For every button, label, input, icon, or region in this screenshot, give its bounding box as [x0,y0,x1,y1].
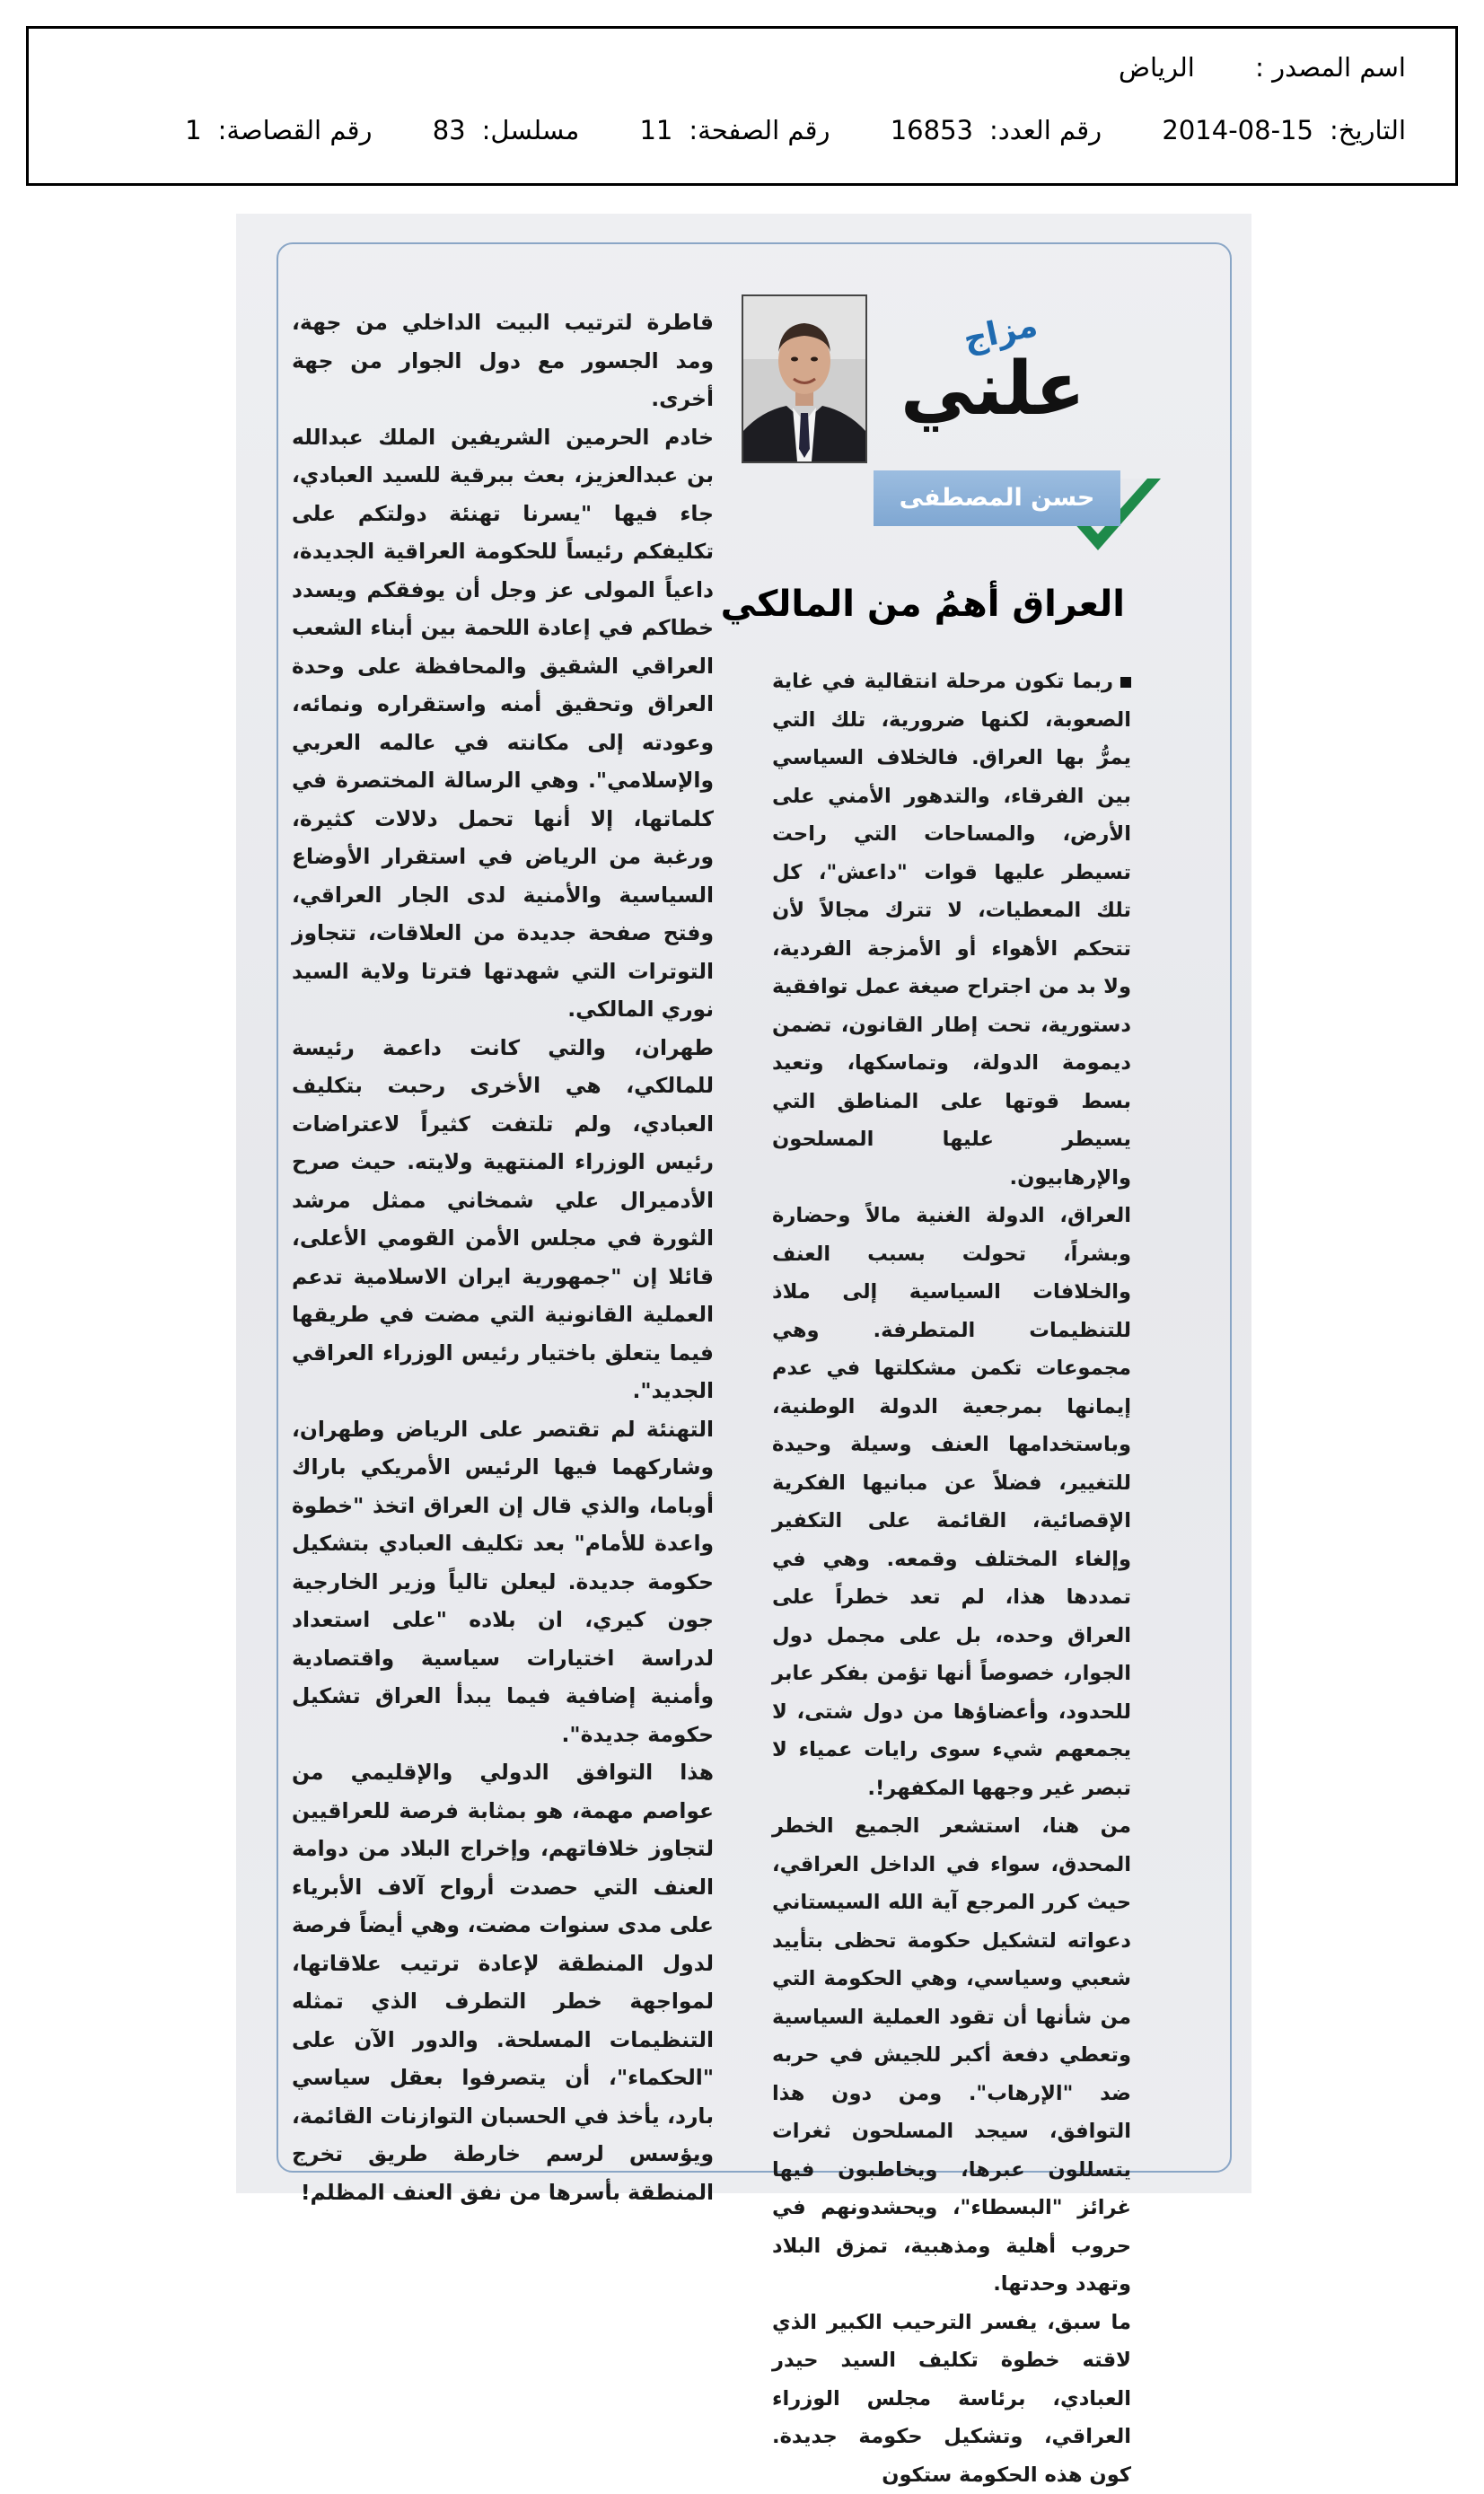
article-paragraph: ما سبق، يفسر الترحيب الكبير الذي لاقته خطوة تكليف السيد حيدر العبادي، برئاسة مجلس الوزراء العراقي، وتشكيل حكومة جديدة. كون هذه الحكومة ستكون [772,2304,1131,2494]
author-photo [742,294,867,463]
article-paragraph: التهنئة لم تقتصر على الرياض وطهران، وشاركهما فيها الرئيس الأمريكي باراك أوباما، والذي قال إن العراق اتخذ "خطوة واعدة للأمام" بعد تكليف العبادي بتشكيل حكومة جديدة. ليعلن تالياً وزير الخارجية جون كيري، ان بلاده "على استعداد لدراسة اختيارات سياسية واقتصادية وأمنية إضافية فيما يبدأ العراق تشكيل حكومة جديدة". [292,1410,714,1754]
page-value: 11 [639,115,672,145]
newspaper-clipping [236,214,1251,2193]
clip-value: 1 [185,115,201,145]
article-paragraph: هذا التوافق الدولي والإقليمي من عواصم مهمة، هو بمثابة فرصة للعراقيين لتجاوز خلافاتهم، وإخراج البلاد من دوامة العنف التي حصدت أرواح آلاف الأبرياء على مدى سنوات مضت، وهي أيضاً فرصة لدول المنطقة لإعادة ترتيب علاقاتها، لمواجهة خطر التطرف الذي تمثله التنظيمات المسلحة. والدور الآن على "الحكماء"، أن يتصرفوا بعقل سياسي بارد، يأخذ في الحسبان التوازنات القائمة، ويؤسس لرسم خارطة طريق تخرج المنطقة بأسرها من نفق العنف المظلم! [292,1753,714,2211]
article-paragraph: خادم الحرمين الشريفين الملك عبدالله بن عبدالعزيز، بعث ببرقية للسيد العبادي، جاء فيها "يسرنا تهنئة دولتكم على تكليفكم رئيساً للحكومة العراقية الجديدة، داعياً المولى عز وجل أن يوفقكم ويسدد خطاكم في إعادة اللحمة بين أبناء الشعب العراقي الشقيق والمحافظة على وحدة العراق وتحقيق أمنه واستقراره ونمائه، وعودته إلى مكانته في عالمه العربي والإسلامي". وهي الرسالة المختصرة في كلماتها، إلا أنها تحمل دلالات كثيرة، ورغبة من الرياض في استقرار الأوضاع السياسية والأمنية لدى الجار العراقي، وفتح صفحة جديدة من العلاقات، تتجاوز التوترات التي شهدتها فترتا ولاية السيد نوري المالكي. [292,418,714,1029]
date-label: التاريخ: [1330,115,1406,145]
column-brand [882,317,1098,452]
author-portrait-icon [743,296,865,461]
source-value: الرياض [1119,52,1195,83]
article-paragraph [772,663,1131,1197]
column-brand-main: علني [900,353,1085,426]
source-label: اسم المصدر : [1255,52,1406,83]
column-brand-sub: مزاج [961,310,1041,356]
bullet-square-icon [1120,677,1131,688]
article-paragraph: العراق، الدولة الغنية مالاً وحضارة وبشراً، تحولت بسبب العنف والخلافات السياسية إلى ملاذ للتنظيمات المتطرفة. وهي مجموعات تكمن مشكلتها في عدم إيمانها بمرجعية الدولة الوطنية، وباستخدامها العنف وسيلة وحيدة للتغيير، فضلاً عن مبانيها الفكرية الإقصائية، القائمة على التكفير وإلغاء المختلف وقمعه. وهي في تمددها هذا، لم تعد خطراً على العراق وحده، بل على مجمل دول الجوار، خصوصاً أنها تؤمن بفكر عابر للحدود، وأعضاؤها من دول شتى، لا يجمعهم شيء سوى رايات عمياء لا تبصر غير وجهها المكفهر!. [772,1197,1131,1807]
issue-label: رقم العدد: [989,115,1102,145]
article-paragraph: طهران، والتي كانت داعمة رئيسة للمالكي، هي الأخرى رحبت بتكليف العبادي، ولم تلتفت كثيراً لاعتراضات رئيس الوزراء المنتهية ولايته. حيث صرح الأدميرال علي شمخاني ممثل مرشد الثورة في مجلس الأمن القومي الأعلى، قائلا إن "جمهورية ايران الاسلامية تدعم العملية القانونية التي مضت في طريقها فيما يتعلق باختيار رئيس الوزراء العراقي الجديد". [292,1029,714,1410]
article-column-right [772,663,1131,2494]
details-row [185,115,1406,145]
article-headline: العراق أهمُ من المالكي [730,584,1125,625]
date-value: 2014-08-15 [1162,115,1313,145]
issue-value: 16853 [891,115,973,145]
article-paragraph: من هنا، استشعر الجميع الخطر المحدق، سواء في الداخل العراقي، حيث كرر المرجع آية الله السيستاني دعواته لتشكيل حكومة تحظى بتأييد شعبي وسياسي، وهي الحكومة التي من شأنها أن تقود العملية السياسية وتعطي دفعة أكبر للجيش في حربه ضد "الإرهاب". ومن دون هذا التوافق، سيجد المسلحون ثغرات يتسللون عبرها، ويخاطبون فيها غرائز "البسطاء"، ويحشدونهم في حروب أهلية ومذهبية، تمزق البلاد وتهدد وحدتها. [772,1807,1131,2304]
author-name-bar: حسن المصطفى [874,470,1120,526]
clip-label: رقم القصاصة: [218,115,373,145]
paragraph-text: ربما تكون مرحلة انتقالية في غاية الصعوبة، لكنها ضرورية، تلك التي يمرُّ بها العراق. فالخلاف السياسي بين الفرقاء، والتدهور الأمني على الأرض، والمساحات التي راحت تسيطر عليها قوات "داعش"، كل تلك المعطيات، لا تترك مجالاً لأن تتحكم الأهواء أو الأمزجة الفردية، ولا بد من اجتراح صيغة عمل توافقية دستورية، تحت إطار القانون، تضمن ديمومة الدولة، وتماسكها، وتعيد بسط قوتها على المناطق التي يسيطر عليها المسلحون والإرهابيون. [772,670,1131,1190]
source-metadata-box [26,26,1458,186]
source-row [1119,52,1406,83]
page-label: رقم الصفحة: [689,115,830,145]
article-paragraph: قاطرة لترتيب البيت الداخلي من جهة، ومد الجسور مع دول الجوار من جهة أخرى. [292,303,714,418]
serial-value: 83 [433,115,466,145]
article-column-left [292,303,714,2211]
serial-label: مسلسل: [482,115,580,145]
